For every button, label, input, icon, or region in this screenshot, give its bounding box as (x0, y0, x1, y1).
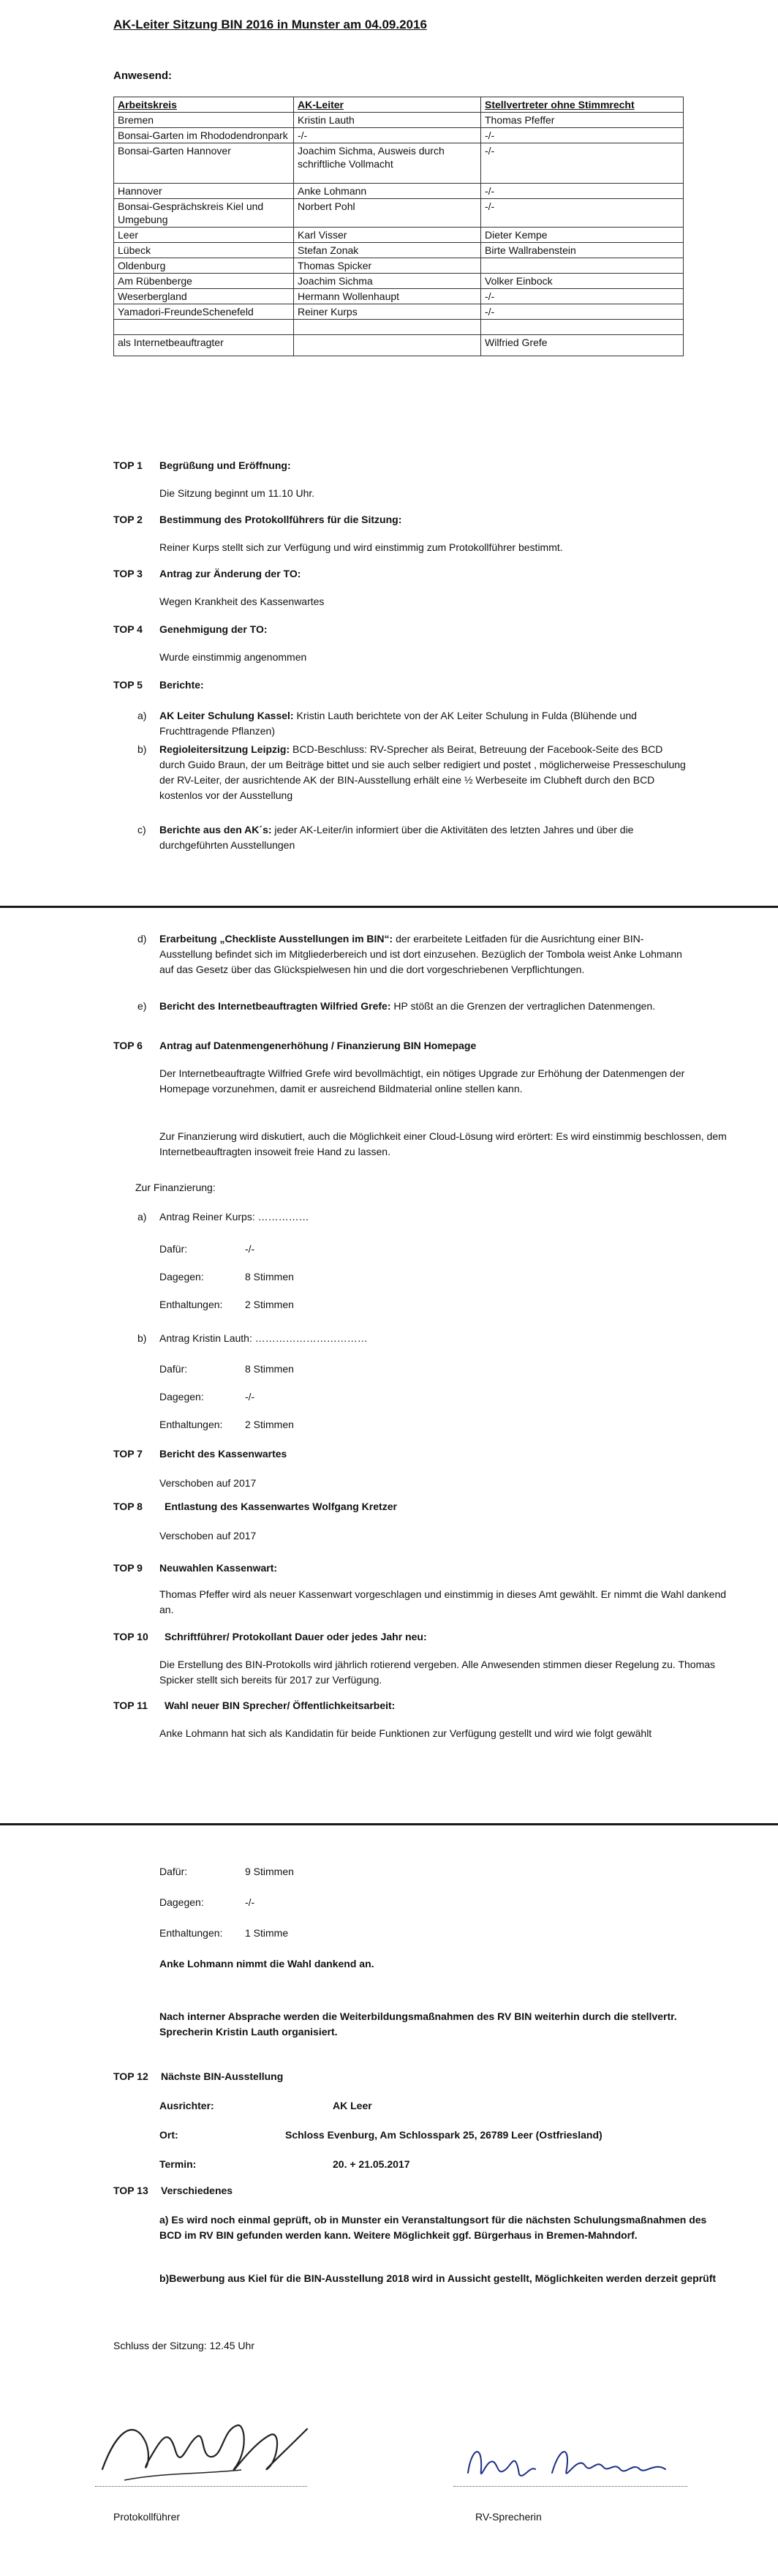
item-letter: b) (137, 1332, 147, 1344)
exhibition-label: Termin: (159, 2158, 197, 2170)
table-cell: Joachim Sichma (294, 274, 481, 289)
top-title: Verschiedenes (161, 2185, 233, 2196)
vote-label: Dafür: (159, 1866, 188, 1877)
vote-label: Dafür: (159, 1243, 188, 1255)
table-row (114, 289, 684, 304)
top-text: Der Internetbeauftragte Wilfried Grefe wird bevollmächtigt, ein nötiges Upgrade zur Erhöhung der Datenmengen der Homepage vorzunehmen, damit er ausreichend Bildmaterial online stellen kann. (159, 1067, 685, 1094)
table-cell: Volker Einbock (481, 274, 684, 289)
top-text: Wegen Krankheit des Kassenwartes (159, 596, 325, 607)
table-row (114, 113, 684, 128)
top-title: Nächste BIN-Ausstellung (161, 2070, 284, 2082)
table-row (114, 320, 684, 335)
top-number: TOP 1 (113, 459, 143, 471)
top-text: Anke Lohmann hat sich als Kandidatin für beide Funktionen zur Verfügung gestellt und wird wie folgt gewählt (159, 1727, 652, 1739)
top-number: TOP 3 (113, 568, 143, 579)
table-cell: Bonsai-Garten im Rhododendronpark (114, 128, 294, 143)
top-number: TOP 13 (113, 2185, 148, 2196)
top-title: Berichte: (159, 679, 204, 691)
table-cell (481, 320, 684, 335)
table-cell: Stefan Zonak (294, 243, 481, 258)
exhibition-value: Schloss Evenburg, Am Schlosspark 25, 26789 Leer (Ostfriesland) (285, 2129, 603, 2141)
top-number: TOP 12 (113, 2070, 148, 2082)
top-title: Neuwahlen Kassenwart: (159, 1562, 278, 1574)
item-letter: c) (137, 824, 146, 835)
signature-label-left: Protokollführer (113, 2511, 181, 2523)
signature-line (95, 2486, 307, 2487)
table-cell: Dieter Kempe (481, 228, 684, 243)
top-text: Die Sitzung beginnt um 11.10 Uhr. (159, 487, 315, 499)
vote-label: Dagegen: (159, 1896, 204, 1908)
table-cell: -/- (481, 128, 684, 143)
table-cell: -/- (481, 304, 684, 320)
vote-value: 8 Stimmen (245, 1363, 294, 1375)
table-cell (114, 320, 294, 335)
attendance-label: Anwesend: (113, 70, 173, 82)
item-text: Kristin Lauth berichtete von der AK Leiter Schulung in Fulda (Blühende und Fruchttragende Pflanzen) (159, 710, 637, 737)
top-number: TOP 2 (113, 514, 143, 525)
item-heading: AK Leiter Schulung Kassel: (159, 710, 294, 721)
top-text: Verschoben auf 2017 (159, 1477, 257, 1489)
exhibition-label: Ausrichter: (159, 2100, 214, 2111)
table-row (114, 258, 684, 274)
table-row (114, 274, 684, 289)
table-header: AK-Leiter (294, 97, 481, 113)
page-divider (0, 906, 778, 908)
election-acceptance: Anke Lohmann nimmt die Wahl dankend an. (159, 1958, 374, 1969)
top-number: TOP 5 (113, 679, 143, 691)
vote-label: Dafür: (159, 1363, 188, 1375)
exhibition-label: Ort: (159, 2129, 178, 2141)
table-row (114, 128, 684, 143)
misc-item-b: b)Bewerbung aus Kiel für die BIN-Ausstellung 2018 wird in Aussicht gestellt, Möglichkeiten werden derzeit geprüft (159, 2272, 717, 2284)
top-text: Zur Finanzierung wird diskutiert, auch die Möglichkeit einer Cloud-Lösung wird erörtert: Es wird einstimmig beschlossen, dem Internetbeauftragten insoweit freie Hand zu lassen. (159, 1130, 727, 1157)
signature-left (95, 2400, 329, 2495)
page-3 (0, 1829, 778, 2576)
table-row (114, 304, 684, 320)
table-header: Arbeitskreis (114, 97, 294, 113)
top-title: Antrag auf Datenmengenerhöhung / Finanzierung BIN Homepage (159, 1040, 477, 1051)
vote-value: -/- (245, 1243, 255, 1255)
attendance-table (113, 97, 684, 356)
item-letter: d) (137, 933, 147, 945)
table-cell: Thomas Pfeffer (481, 113, 684, 128)
table-cell: Weserbergland (114, 289, 294, 304)
top-title: Begrüßung und Eröffnung: (159, 459, 291, 471)
vote-value: -/- (245, 1391, 255, 1402)
table-cell: -/- (481, 289, 684, 304)
vote-label: Enthaltungen: (159, 1927, 223, 1939)
item-letter: a) (137, 1211, 147, 1223)
item-letter: b) (137, 743, 147, 755)
report-item-a (137, 708, 686, 739)
top-text: Reiner Kurps stellt sich zur Verfügung und wird einstimmig zum Protokollführer bestimmt. (159, 541, 563, 553)
table-cell: Anke Lohmann (294, 184, 481, 199)
vote-value: 2 Stimmen (245, 1419, 294, 1430)
page-2 (0, 909, 778, 1821)
vote-value: 2 Stimmen (245, 1299, 294, 1310)
motion-title: Antrag Reiner Kurps: …………… (159, 1211, 309, 1223)
table-cell (294, 320, 481, 335)
table-cell: Birte Wallrabenstein (481, 243, 684, 258)
misc-item-a: a) Es wird noch einmal geprüft, ob in Munster ein Veranstaltungsort für die nächsten Schulungsmaßnahmen des BCD im RV BIN gefunden werden kann. Weitere Möglichkeit ggf. Bürgerhaus in Bremen-Mahndorf. (159, 2214, 707, 2241)
top-number: TOP 6 (113, 1040, 143, 1051)
item-text: BCD-Beschluss: RV-Sprecher als Beirat, Betreuung der Facebook-Seite des BCD durch Guido Braun, der um Beiträge bittet und sie auch selber redigiert und postet , möglicherweise Presseschulung der RV-Leiter, der ausrichtende AK der BIN-Ausstellung erhält eine ½ Werbeseite im Clubheft durch den BCD kostenlos vor der Ausstellung (159, 743, 686, 801)
table-cell (481, 258, 684, 274)
table-header: Stellvertreter ohne Stimmrecht (481, 97, 684, 113)
table-row (114, 199, 684, 228)
item-letter: e) (137, 1000, 147, 1012)
top-number: TOP 8 (113, 1501, 143, 1512)
vote-value: 1 Stimme (245, 1927, 289, 1939)
vote-value: 8 Stimmen (245, 1271, 294, 1283)
item-heading: Bericht des Internetbeauftragten Wilfried Grefe: (159, 1000, 391, 1012)
item-text: der erarbeitete Leitfaden für die Ausrichtung einer BIN-Ausstellung befindet sich im Mitgliederbereich und ist dort einzusehen. Bezüglich der Tombola weist Anke Lohmann auf das Gesetz über das Glückspielwesen hin und die dort vorgeschriebenen Verpflichtungen. (159, 933, 682, 975)
top-title: Bestimmung des Protokollführers für die Sitzung: (159, 514, 402, 525)
vote-value: -/- (245, 1896, 255, 1908)
table-cell: Bremen (114, 113, 294, 128)
top-text: Thomas Pfeffer wird als neuer Kassenwart vorgeschlagen und einstimmig in dieses Amt gewählt. Er nimmt die Wahl dankend an. (159, 1588, 727, 1615)
item-heading: Erarbeitung „Checkliste Ausstellungen im BIN“: (159, 933, 393, 945)
table-cell: Reiner Kurps (294, 304, 481, 320)
financing-label: Zur Finanzierung: (135, 1182, 216, 1193)
item-text: HP stößt an die Grenzen der vertraglichen Datenmengen. (393, 1000, 656, 1012)
top-text: Verschoben auf 2017 (159, 1530, 257, 1542)
table-cell: Bonsai-Garten Hannover (114, 143, 294, 184)
exhibition-value: 20. + 21.05.2017 (333, 2158, 410, 2170)
item-heading: Regioleitersitzung Leipzig: (159, 743, 290, 755)
table-row (114, 335, 684, 356)
signature-line (453, 2486, 687, 2487)
item-heading: Berichte aus den AK´s: (159, 824, 272, 835)
vote-label: Enthaltungen: (159, 1419, 223, 1430)
table-cell: als Internetbeauftragter (114, 335, 294, 356)
table-cell: -/- (481, 143, 684, 184)
table-cell: Joachim Sichma, Ausweis durch schriftliche Vollmacht (294, 143, 481, 184)
table-cell: Karl Visser (294, 228, 481, 243)
table-cell: Norbert Pohl (294, 199, 481, 228)
table-header-row (114, 97, 684, 113)
top-number: TOP 7 (113, 1448, 143, 1460)
table-cell: -/- (481, 184, 684, 199)
top-text: Wurde einstimmig angenommen (159, 651, 307, 663)
table-cell: Oldenburg (114, 258, 294, 274)
table-row (114, 184, 684, 199)
signature-right (453, 2429, 687, 2495)
table-cell: Am Rübenberge (114, 274, 294, 289)
table-cell (294, 335, 481, 356)
top-title: Bericht des Kassenwartes (159, 1448, 287, 1460)
vote-label: Enthaltungen: (159, 1299, 223, 1310)
table-row (114, 228, 684, 243)
document-title: AK-Leiter Sitzung BIN 2016 in Munster am 04.09.2016 (113, 18, 427, 31)
table-cell: Thomas Spicker (294, 258, 481, 274)
table-cell: Leer (114, 228, 294, 243)
top-number: TOP 9 (113, 1562, 143, 1574)
top-text: Die Erstellung des BIN-Protokolls wird jährlich rotierend vergeben. Alle Anwesenden stimmen dieser Regelung zu. Thomas Spicker stellt sich bereits für 2017 zur Verfügung. (159, 1659, 716, 1686)
report-item-b (137, 742, 686, 803)
top-title: Antrag zur Änderung der TO: (159, 568, 301, 579)
table-cell: Bonsai-Gesprächskreis Kiel und Umgebung (114, 199, 294, 228)
top-title: Wahl neuer BIN Sprecher/ Öffentlichkeitsarbeit: (165, 1700, 396, 1711)
report-item-e (137, 999, 686, 1014)
item-letter: a) (137, 710, 147, 721)
signature-label-right: RV-Sprecherin (475, 2511, 542, 2523)
table-cell: Wilfried Grefe (481, 335, 684, 356)
table-cell: -/- (294, 128, 481, 143)
report-item-c (137, 822, 686, 853)
closing-time: Schluss der Sitzung: 12.45 Uhr (113, 2340, 254, 2351)
motion-title: Antrag Kristin Lauth: …………………………… (159, 1332, 368, 1344)
top-title: Genehmigung der TO: (159, 623, 268, 635)
top-title: Entlastung des Kassenwartes Wolfgang Kretzer (165, 1501, 397, 1512)
top-number: TOP 11 (113, 1700, 148, 1711)
exhibition-value: AK Leer (333, 2100, 372, 2111)
vote-label: Dagegen: (159, 1391, 204, 1402)
top-title: Schriftführer/ Protokollant Dauer oder jedes Jahr neu: (165, 1631, 427, 1642)
motion-b (137, 1331, 368, 1346)
report-item-d (137, 931, 686, 977)
table-cell: Hannover (114, 184, 294, 199)
page-1 (0, 0, 778, 904)
top-number: TOP 4 (113, 623, 143, 635)
table-cell: Lübeck (114, 243, 294, 258)
table-cell: Hermann Wollenhaupt (294, 289, 481, 304)
table-row (114, 143, 684, 184)
table-cell: Yamadori-FreundeSchenefeld (114, 304, 294, 320)
table-row (114, 243, 684, 258)
table-cell: -/- (481, 199, 684, 228)
election-note: Nach interner Absprache werden die Weiterbildungsmaßnahmen des RV BIN weiterhin durch die stellvertr. Sprecherin Kristin Lauth organisiert. (159, 2010, 677, 2038)
top-number: TOP 10 (113, 1631, 148, 1642)
item-text: jeder AK-Leiter/in informiert über die Aktivitäten des letzten Jahres und über die durchgeführten Ausstellungen (159, 824, 634, 851)
motion-a (137, 1209, 309, 1225)
page-divider (0, 1823, 778, 1825)
table-cell: Kristin Lauth (294, 113, 481, 128)
vote-label: Dagegen: (159, 1271, 204, 1283)
vote-value: 9 Stimmen (245, 1866, 294, 1877)
